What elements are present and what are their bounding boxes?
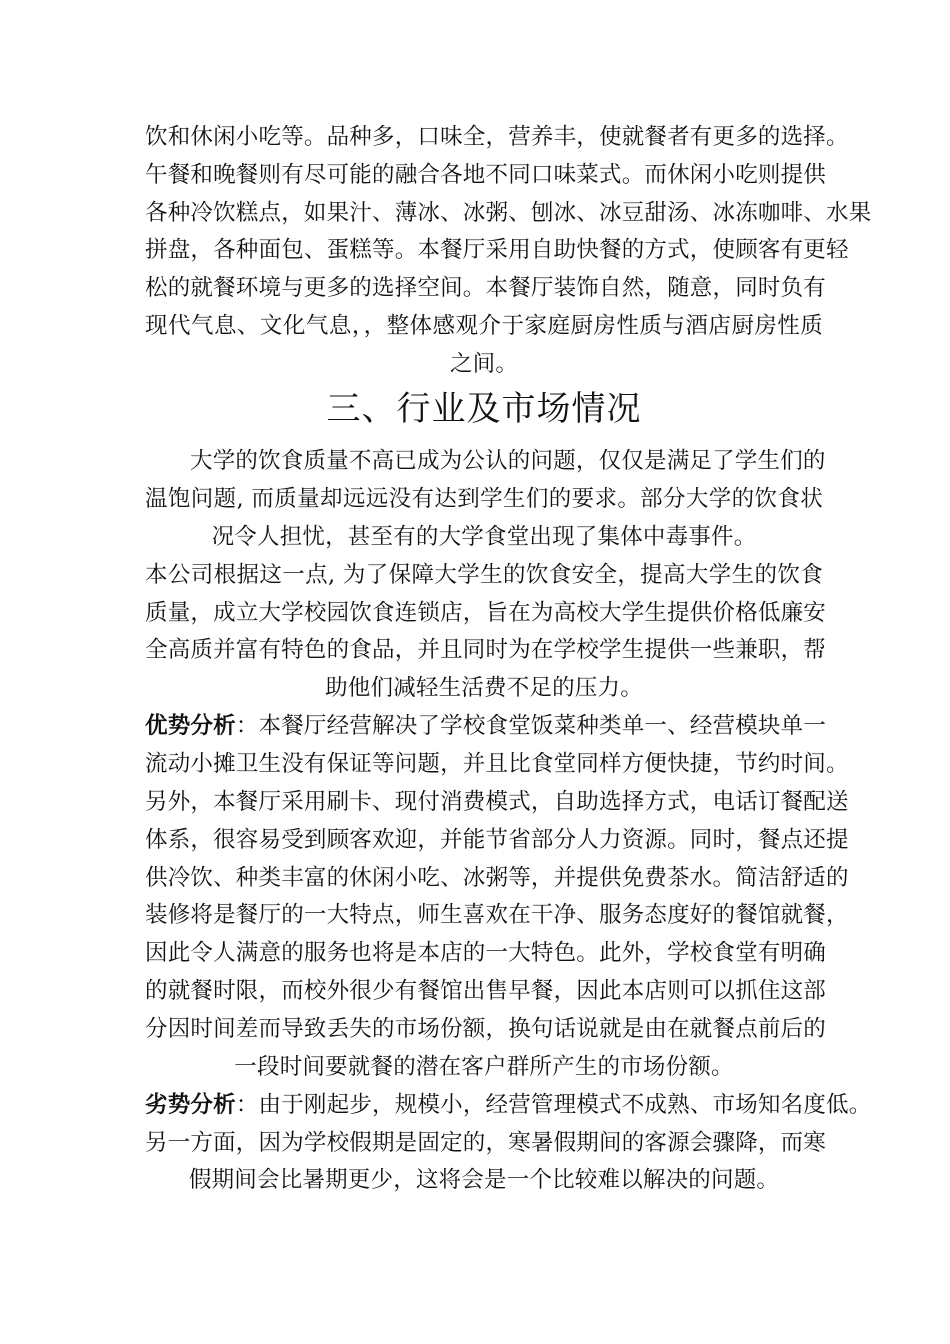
body-text-line: 体系，很容易受到顾客欢迎，并能节省部分人力资源。同时，餐点还提 [145, 827, 849, 853]
advantage-label: 优势分析 [145, 713, 236, 739]
body-text-line: 流动小摊卫生没有保证等问题，并且比食堂同样方便快捷，节约时间。 [145, 751, 849, 777]
body-text-line: 一段时间要就餐的潜在客户群所产生的市场份额。 [234, 1054, 734, 1080]
body-text-line: 午餐和晚餐则有尽可能的融合各地不同口味菜式。而休闲小吃则提供 [145, 162, 827, 188]
body-text-line: 各种冷饮糕点，如果汁、薄冰、冰粥、刨冰、冰豆甜汤、冰冻咖啡、水果 [145, 200, 872, 226]
body-text-line: 全高质并富有特色的食品，并且同时为在学校学生提供一些兼职，帮 [145, 637, 827, 663]
disadvantage-label: 劣势分析 [145, 1092, 236, 1118]
advantage-first-line [145, 708, 827, 744]
body-text-line: 假期间会比暑期更少，这将会是一个比较难以解决的问题。 [188, 1167, 780, 1193]
body-text-line: 供冷饮、种类丰富的休闲小吃、冰粥等，并提供免费茶水。简洁舒适的 [145, 865, 849, 891]
body-text-line: 质量，成立大学校园饮食连锁店，旨在为高校大学生提供价格低廉安 [145, 600, 827, 626]
body-text-line: 分因时间差而导致丢失的市场份额，换句话说就是由在就餐点前后的 [145, 1016, 827, 1042]
disadvantage-first-line [145, 1087, 872, 1123]
body-text-line: 拼盘，各种面包、蛋糕等。本餐厅采用自助快餐的方式，使顾客有更轻 [145, 237, 849, 263]
body-text-line: 另一方面，因为学校假期是固定的，寒暑假期间的客源会骤降，而寒 [145, 1130, 827, 1156]
body-text-line: 温饱问题, 而质量却远远没有达到学生们的要求。部分大学的饮食状 [145, 486, 823, 512]
body-text-line: 本公司根据这一点, 为了保障大学生的饮食安全，提高大学生的饮食 [145, 562, 823, 588]
body-text-line: 另外，本餐厅采用刷卡、现付消费模式，自助选择方式，电话订餐配送 [145, 789, 849, 815]
body-text-line: 因此令人满意的服务也将是本店的一大特色。此外，学校食堂有明确 [145, 940, 827, 966]
body-text-line: 的就餐时限，而校外很少有餐馆出售早餐，因此本店则可以抓住这部 [145, 978, 827, 1004]
body-text-line: 况令人担忧，甚至有的大学食堂出现了集体中毒事件。 [211, 524, 757, 550]
body-text-line: 饮和休闲小吃等。品种多，口味全，营养丰，使就餐者有更多的选择。 [145, 124, 849, 150]
body-text-line: 助他们减轻生活费不足的压力。 [325, 675, 643, 701]
body-text-line: 装修将是餐厅的一大特点，师生喜欢在干净、服务态度好的餐馆就餐， [145, 902, 849, 928]
section-heading: 三、行业及市场情况 [326, 389, 642, 429]
body-text-line: 松的就餐环境与更多的选择空间。本餐厅装饰自然，随意，同时负有 [145, 275, 827, 301]
advantage-first-line-text: ：本餐厅经营解决了学校食堂饭菜种类单一、经营模块单一 [235, 713, 827, 739]
disadvantage-first-line-text: ：由于刚起步，规模小，经营管理模式不成熟、市场知名度低。 [235, 1092, 872, 1118]
body-text-line: 现代气息、文化气息，，整体感观介于家庭厨房性质与酒店厨房性质 [145, 313, 823, 339]
body-text-line: 之间。 [449, 351, 519, 377]
body-text-line: 大学的饮食质量不高已成为公认的问题，仅仅是满足了学生们的 [190, 448, 826, 474]
